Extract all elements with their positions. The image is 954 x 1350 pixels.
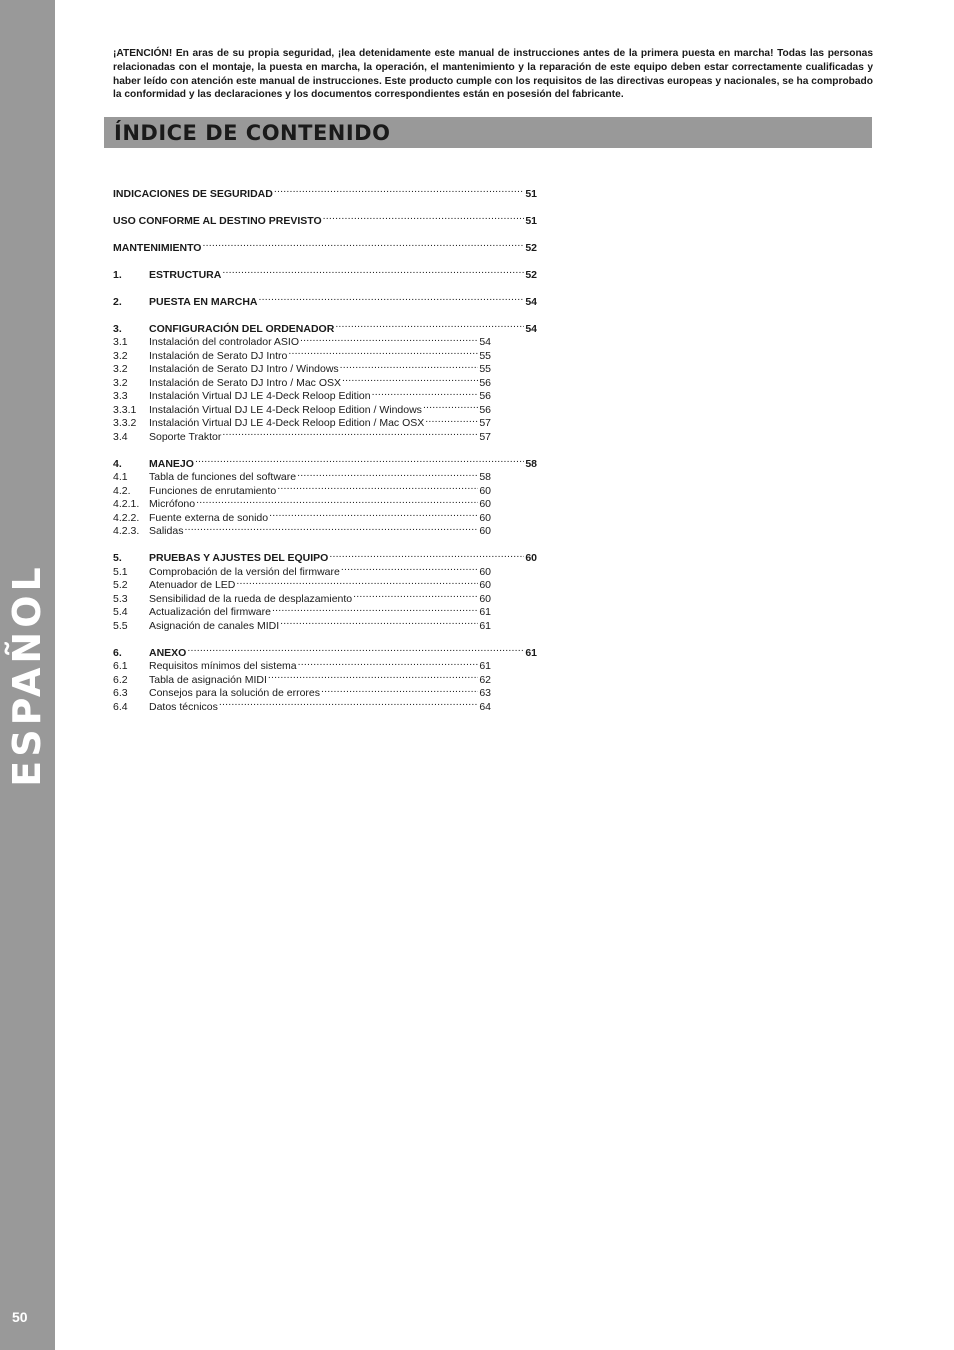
toc-entry-number: 4.2. — [113, 484, 131, 497]
toc-entry-number: 3.2 — [113, 363, 128, 375]
dot-leader — [298, 656, 479, 670]
toc-entry-page: 54 — [525, 322, 537, 335]
toc-entry-title: CONFIGURACIÓN DEL ORDENADOR — [149, 322, 335, 335]
toc-entry-number: 1. — [113, 268, 122, 281]
toc-entry-title: Instalación Virtual DJ LE 4-Deck Reloop Edition — [149, 390, 371, 402]
toc-entry-page: 55 — [479, 349, 491, 362]
toc-entry-title: Tabla de funciones del software — [149, 471, 297, 483]
dot-leader — [184, 521, 478, 535]
toc-entry-page: 57 — [479, 417, 491, 429]
toc-entry-number: 5.3 — [113, 592, 128, 605]
toc-entry[interactable] — [113, 318, 537, 335]
dot-leader — [372, 386, 479, 400]
toc-entry-page: 61 — [479, 606, 491, 618]
toc-entry-page: 57 — [479, 430, 491, 443]
toc-entry-page: 61 — [479, 660, 491, 672]
toc-entry-number: 6.4 — [113, 700, 128, 713]
toc-entry-page: 60 — [479, 592, 491, 605]
dot-leader — [259, 291, 525, 305]
toc-entry-page: 55 — [479, 363, 491, 375]
dot-leader — [280, 615, 478, 629]
dot-leader — [277, 480, 478, 494]
language-sidebar — [0, 0, 55, 1350]
toc-entry-page: 60 — [479, 579, 491, 591]
dot-leader — [340, 359, 479, 373]
toc-entry-title: Fuente externa de sonido — [149, 511, 269, 524]
toc-entry-number: 6.3 — [113, 687, 128, 699]
toc-entry-title: MANTENIMIENTO — [113, 241, 202, 254]
toc-entry-number: 3.3.1 — [113, 403, 137, 416]
toc-entry-number: 3.2 — [113, 376, 128, 389]
toc-entry-title: Asignación de canales MIDI — [149, 619, 280, 632]
toc-entry-title: PUESTA EN MARCHA — [149, 295, 258, 308]
toc-entry-number: 5.5 — [113, 619, 128, 632]
toc-entry-number: 4.2.1. — [113, 498, 140, 510]
toc-entry-title: Tabla de asignación MIDI — [149, 673, 267, 686]
page-title: ÍNDICE DE CONTENIDO — [114, 121, 391, 145]
dot-leader — [187, 642, 524, 656]
toc-entry-number: 3. — [113, 322, 122, 335]
toc-entry-page: 63 — [479, 687, 491, 699]
toc-entry-page: 51 — [525, 187, 537, 200]
dot-leader — [268, 669, 478, 683]
toc-entry-number: 5.1 — [113, 565, 128, 578]
toc-entry-page: 60 — [525, 552, 537, 564]
toc-entry-title: Instalación de Serato DJ Intro / Mac OSX — [149, 376, 342, 389]
table-of-contents — [113, 183, 543, 713]
toc-entry-page: 54 — [479, 336, 491, 348]
dot-leader — [195, 453, 524, 467]
toc-entry-title: PRUEBAS Y AJUSTES DEL EQUIPO — [149, 552, 329, 564]
toc-entry[interactable] — [113, 237, 537, 254]
toc-entry-number: 6.2 — [113, 673, 128, 686]
toc-entry-page: 61 — [479, 619, 491, 632]
dot-leader — [219, 696, 478, 710]
toc-entry-title: Instalación Virtual DJ LE 4-Deck Reloop Edition / Mac OSX — [149, 417, 425, 429]
toc-entry-title: Atenuador de LED — [149, 579, 236, 591]
toc-entry[interactable] — [113, 642, 537, 659]
toc-entry-page: 62 — [479, 673, 491, 686]
toc-entry[interactable] — [113, 291, 537, 308]
toc-entry-page: 54 — [525, 295, 537, 308]
toc-entry-title: MANEJO — [149, 457, 194, 470]
toc-entry-title: Micrófono — [149, 498, 196, 510]
dot-leader — [425, 413, 478, 427]
dot-leader — [288, 345, 478, 359]
toc-entry-title: Actualización del firmware — [149, 606, 271, 618]
toc-entry[interactable] — [113, 548, 537, 562]
toc-entry[interactable] — [113, 183, 537, 200]
toc-entry-page: 60 — [479, 525, 491, 537]
toc-entry-title: Instalación de Serato DJ Intro / Windows — [149, 363, 339, 375]
dot-leader — [236, 575, 478, 589]
toc-entry-title: ANEXO — [149, 646, 187, 659]
toc-entry-page: 52 — [525, 268, 537, 281]
dot-leader — [335, 318, 524, 332]
toc-entry-title: Salidas — [149, 525, 184, 537]
toc-entry-number: 4. — [113, 457, 122, 470]
toc-entry[interactable] — [113, 210, 537, 227]
toc-entry-title: Sensibilidad de la rueda de desplazamiento — [149, 592, 353, 605]
toc-entry-page: 58 — [479, 471, 491, 483]
toc-entry-page: 52 — [525, 241, 537, 254]
section-header-bar — [104, 117, 872, 148]
toc-entry-page: 51 — [525, 214, 537, 227]
dot-leader — [341, 561, 478, 575]
toc-entry[interactable] — [113, 453, 537, 470]
toc-entry-number: 6.1 — [113, 660, 128, 672]
toc-entry-number: 2. — [113, 295, 122, 308]
toc-entry-number: 3.4 — [113, 430, 128, 443]
toc-entry-page: 64 — [479, 700, 491, 713]
dot-leader — [300, 332, 478, 346]
toc-entry-page: 58 — [525, 457, 537, 470]
page-number: 50 — [12, 1309, 28, 1325]
toc-entry-title: Funciones de enrutamiento — [149, 484, 277, 497]
dot-leader — [323, 210, 525, 224]
toc-entry-page: 60 — [479, 498, 491, 510]
toc-entry-number: 6. — [113, 646, 122, 659]
toc-entry-page: 56 — [479, 390, 491, 402]
toc-entry-number: 3.3.2 — [113, 417, 137, 429]
toc-entry-title: ESTRUCTURA — [149, 268, 222, 281]
dot-leader — [222, 426, 478, 440]
toc-entry-title: Comprobación de la versión del firmware — [149, 565, 340, 578]
toc-entry-number: 4.2.3. — [113, 525, 140, 537]
toc-entry-page: 61 — [525, 646, 537, 659]
toc-entry-number: 3.3 — [113, 390, 128, 402]
toc-entry[interactable] — [113, 264, 537, 281]
safety-warning: ¡ATENCIÓN! En aras de su propia seguridad, ¡lea detenidamente este manual de instrucciones antes de la primera puesta en marcha! Todas las personas relacionadas con el montaje, la puesta en marcha, la operación, el mantenimiento y la reparación de este equipo deben estar correctamente cualificadas y haber leído con atención este manual de instrucciones. Este producto cumple con los requisitos de las directivas europeas y nacionales, se ha comprobado la conformidad y las declaraciones y los documentos correspondientes están en posesión del fabricante. — [113, 48, 873, 101]
toc-entry-title: Instalación Virtual DJ LE 4-Deck Reloop Edition / Windows — [149, 403, 422, 416]
dot-leader — [329, 548, 524, 562]
toc-entry-title: Consejos para la solución de errores — [149, 687, 321, 699]
dot-leader — [297, 467, 478, 481]
dot-leader — [196, 494, 478, 508]
dot-leader — [342, 372, 478, 386]
toc-entry-number: 5.4 — [113, 606, 128, 618]
dot-leader — [423, 399, 478, 413]
dot-leader — [272, 602, 478, 616]
toc-entry-number: 4.1 — [113, 471, 128, 483]
toc-entry-title: Datos técnicos — [149, 700, 218, 713]
toc-entry-title: Soporte Traktor — [149, 430, 222, 443]
toc-entry-title: USO CONFORME AL DESTINO PREVISTO — [113, 214, 322, 227]
dot-leader — [353, 588, 478, 602]
toc-entry-title: INDICACIONES DE SEGURIDAD — [113, 187, 273, 200]
toc-entry-page: 60 — [479, 565, 491, 578]
toc-entry-number: 5.2 — [113, 579, 128, 591]
dot-leader — [269, 507, 478, 521]
toc-entry-page: 60 — [479, 484, 491, 497]
toc-entry-title: Requisitos mínimos del sistema — [149, 660, 297, 672]
dot-leader — [222, 264, 524, 278]
toc-entry-number: 3.1 — [113, 336, 128, 348]
toc-entry-page: 56 — [479, 403, 491, 416]
toc-entry-page: 60 — [479, 511, 491, 524]
toc-entry-number: 3.2 — [113, 349, 128, 362]
language-label: ESPAÑOL — [5, 563, 49, 787]
toc-entry-number: 4.2.2. — [113, 511, 140, 524]
toc-entry-title: Instalación de Serato DJ Intro — [149, 349, 288, 362]
dot-leader — [321, 683, 478, 697]
toc-entry-number: 5. — [113, 552, 122, 564]
toc-entry-title: Instalación del controlador ASIO — [149, 336, 300, 348]
toc-entry-page: 56 — [479, 376, 491, 389]
dot-leader — [202, 237, 524, 251]
dot-leader — [274, 183, 524, 197]
